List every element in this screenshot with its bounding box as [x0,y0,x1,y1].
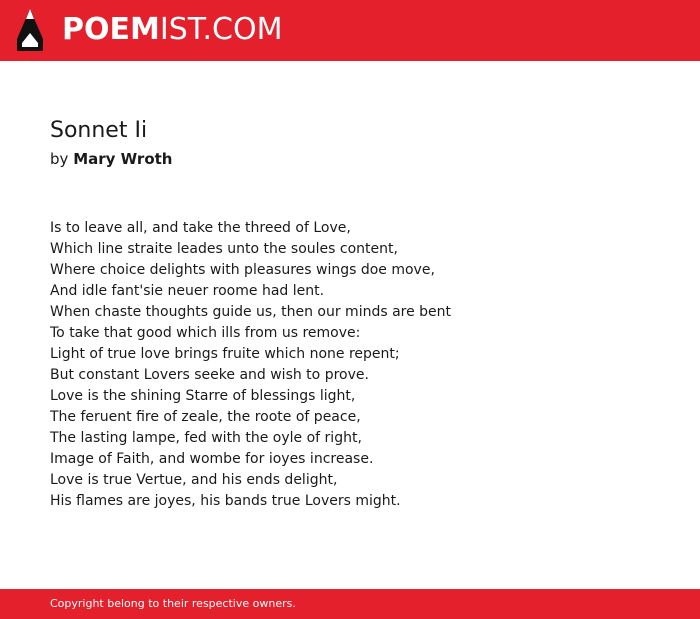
poem-line: But constant Lovers seeke and wish to prove. [50,367,369,383]
pencil-icon[interactable] [17,9,43,51]
site-header [0,0,700,61]
poem-line: The feruent fire of zeale, the roote of peace, [50,409,361,425]
poem-line: Love is true Vertue, and his ends delight, [50,472,338,488]
logo-text-light: IST.COM [159,12,283,47]
site-logo[interactable] [62,12,282,48]
copyright-text: Copyright belong to their respective owners. [50,597,296,610]
poem-line: Which line straite leades unto the soules content, [50,241,398,257]
poem-line: Light of true love brings fruite which none repent; [50,346,400,362]
poem-byline [50,148,172,170]
poem-line: Love is the shining Starre of blessings light, [50,388,356,404]
poem-line: When chaste thoughts guide us, then our minds are bent [50,304,452,320]
poem-line: The lasting lampe, fed with the oyle of right, [50,430,362,446]
logo-text-bold: POEM [62,12,160,47]
poem-line: Image of Faith, and wombe for ioyes increase. [50,451,374,467]
by-label: by [50,150,69,168]
poem-body [50,218,451,512]
poem-author: Mary Wroth [73,150,173,168]
poem-line: His flames are joyes, his bands true Lovers might. [50,493,401,509]
site-footer [0,589,700,619]
poem-line: And idle fant'sie neuer roome had lent. [50,283,325,299]
poem-line: Where choice delights with pleasures wings doe move, [50,262,435,278]
poem-title: Sonnet Ii [50,118,148,143]
poem-line: To take that good which ills from us remove: [50,325,361,341]
poem-line: Is to leave all, and take the threed of Love, [50,220,351,236]
